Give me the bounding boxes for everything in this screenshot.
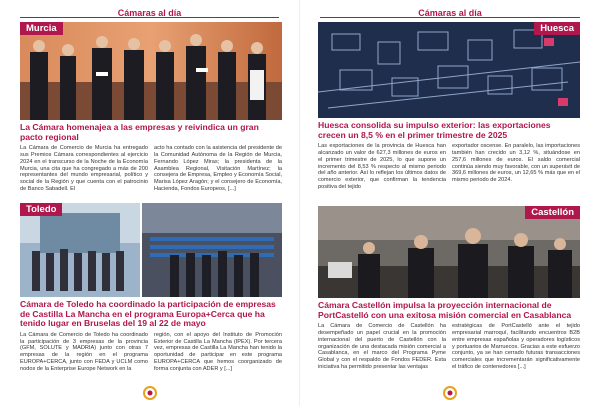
left-page-title: Cámaras al día	[117, 8, 182, 18]
body-huesca	[318, 143, 580, 191]
toledo-photo	[20, 203, 282, 297]
body-castellon	[318, 323, 580, 371]
huesca-photo-image	[318, 22, 580, 118]
right-page	[300, 0, 600, 406]
castellon-photo	[318, 206, 580, 298]
castellon-photo-image	[318, 206, 580, 298]
body-huesca-col2: exportador oscense. En paralelo, las importaciones también han crecido un 3,12 %, situándose en 257,6 millones de euros. El saldo comercial continúa siendo muy favorable, con un superávit de 369,6 millones de euros, un 12,65 % más que en el mismo periodo de 2024.	[452, 143, 580, 184]
murcia-photo-image	[20, 22, 282, 120]
body-toledo-col2: región, con el apoyo del Instituto de Promoción Exterior de Castilla La Mancha (IPEX). Por tercera vez, empresas de Castilla La Mancha han tenido la oportunidad de participar en este programa EUROPA+CERCA que hemos coorganizado de forma conjunta con ADER y [...]	[154, 331, 282, 372]
body-murcia-col2: acto ha contado con la asistencia del presidente de la Comunidad Autónoma de la Región de Murcia, Fernando López Miras; la presidenta de la Asamblea Regional, Visitación Martínez; la consejera de Empresa, Empleo y Economía Social, Marisa López Aragón; y el consejero de Economía, Hacienda, Fondos Europeos, [...]	[154, 145, 282, 192]
body-murcia-col1: La Cámara de Comercio de Murcia ha entregado sus Premios Cámara correspondientes al ejercicio 2024 en el transcurso de la Noche de la Economía Murcia, una cita que ha congregado a más de 200 representantes del mundo empresarial, político y social de la Región y que cuenta con el patrocinio de Banco Sabadell. El	[20, 145, 148, 192]
article-murcia	[20, 22, 282, 193]
tag-castellon: Castellón	[525, 206, 580, 219]
body-castellon-col2: estratégicas de PortCastelló ante el tejido empresarial marroquí, facilitando encuentros B2B entre empresas españolas y operadores logísticos y portuarios de Marruecos. Gracias a este esfuerzo conjunto, ya se han cerrado futuras transacciones comerciales que incrementarán significativamente el tráfico de contenedores [...]	[452, 323, 580, 370]
headline-murcia[interactable]: La Cámara homenajea a las empresas y reivindica un gran pacto regional	[20, 122, 259, 142]
body-huesca-col1: Las exportaciones de la provincia de Huesca han alcanzado un valor de 627,3 millones de euros en el primer trimestre de 2025, lo que supone un incremento del 8,53 % respecto al mismo periodo del año anterior. Así lo reflejan los últimos datos de comercio exterior, que confirman la tendencia positiva del tejido	[318, 143, 446, 190]
right-page-title: Cámaras al día	[418, 8, 482, 18]
body-toledo-col1: La Cámara de Comercio de Toledo ha coordinado la participación de 3 empresas de la provincia (GFM, SOLUTE y MADRIA) junto con otras 7 empresas de la región en el programa EUROPA+CERCA, junto con FEDA y UCLM como nodos de la Enterprise Europe Network en la	[20, 331, 148, 372]
article-huesca	[318, 22, 580, 191]
headline-toledo[interactable]: Cámara de Toledo ha coordinado la participación de empresas de Castilla La Mancha en el programa Europa+Cerca que ha tenido lugar en Bruselas del 19 al 22 de mayo	[20, 299, 276, 329]
body-murcia	[20, 145, 282, 193]
camara-logo-icon	[143, 386, 157, 400]
headline-castellon[interactable]: Cámara Castellón impulsa la proyección internacional de PortCastelló con una exitosa misión comercial en Casablanca	[318, 300, 572, 320]
article-toledo	[20, 203, 282, 373]
huesca-photo	[318, 22, 580, 118]
body-castellon-col1: La Cámara de Comercio de Castellón ha desempeñado un papel crucial en la promoción internacional del puerto de Castellón con la organización de una destacada misión comercial a Casablanca, en el marco del Programa Pyme Global y con el respaldo de Fondos FEDER. Esta iniciativa ha permitido presentar las ventajas	[318, 323, 446, 370]
body-toledo	[20, 332, 282, 373]
left-page-header	[20, 4, 279, 18]
camara-logo-icon	[443, 386, 457, 400]
headline-huesca[interactable]: Huesca consolida su impulso exterior: las exportaciones crecen un 8,5 % en el primer trimestre de 2025	[318, 120, 551, 140]
tag-toledo: Toledo	[20, 203, 62, 216]
murcia-photo	[20, 22, 282, 120]
right-page-header	[320, 4, 580, 18]
article-castellon	[318, 206, 580, 371]
tag-huesca: Huesca	[534, 22, 580, 35]
tag-murcia: Murcia	[20, 22, 63, 35]
toledo-photo-image	[20, 203, 282, 297]
